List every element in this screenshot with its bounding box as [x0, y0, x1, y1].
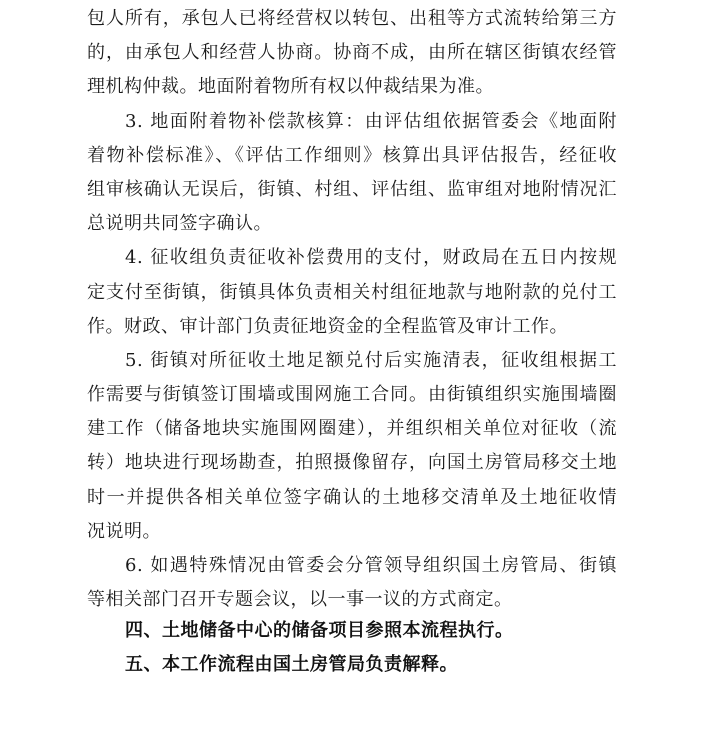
- text-line: 总说明共同签字确认。: [87, 213, 272, 235]
- text-line: 转）地块进行现场勘查，拍照摄像留存，向国土房管局移交土地: [87, 452, 617, 474]
- text-line: 定支付至街镇，街镇具体负责相关村组征地款与地附款的兑付工: [87, 281, 617, 303]
- paragraph-6-start: 6. 如遇特殊情况由管委会分管领导组织国土房管局、街镇: [125, 555, 617, 576]
- paragraph-4-start: 4. 征收组负责征收补偿费用的支付，财政局在五日内按规: [125, 247, 617, 269]
- paragraph-3-start: 3. 地面附着物补偿款核算：由评估组依据管委会《地面附: [125, 110, 617, 132]
- text-line: 建工作（储备地块实施围网圈建），并组织相关单位对征收（流: [87, 418, 617, 440]
- text-line: 的，由承包人和经营人协商。协商不成，由所在辖区街镇农经管: [87, 42, 617, 64]
- text-line: 组审核确认无误后，街镇、村组、评估组、监审组对地附情况汇: [87, 178, 617, 200]
- text-line: 包人所有，承包人已将经营权以转包、出租等方式流转给第三方: [87, 8, 617, 29]
- section-heading-4: 四、土地储备中心的储备项目参照本流程执行。: [125, 620, 514, 641]
- text-line: 理机构仲裁。地面附着物所有权以仲裁结果为准。: [87, 76, 494, 98]
- text-line: 作。财政、审计部门负责征地资金的全程监管及审计工作。: [87, 315, 568, 337]
- text-line: 作需要与街镇签订围墙或围网施工合同。由街镇组织实施围墙圈: [87, 384, 617, 406]
- text-line: 等相关部门召开专题会议，以一事一议的方式商定。: [87, 589, 513, 611]
- text-line: 时一并提供各相关单位签字确认的土地移交清单及土地征收情: [87, 486, 617, 508]
- text-line: 况说明。: [87, 520, 161, 542]
- section-heading-5: 五、本工作流程由国土房管局负责解释。: [125, 654, 458, 675]
- body-text: [87, 2, 617, 617]
- paragraph-5-start: 5. 街镇对所征收土地足额兑付后实施清表，征收组根据工: [125, 349, 617, 371]
- text-line: 着物补偿标准》、《评估工作细则》核算出具评估报告，经征收: [87, 144, 617, 166]
